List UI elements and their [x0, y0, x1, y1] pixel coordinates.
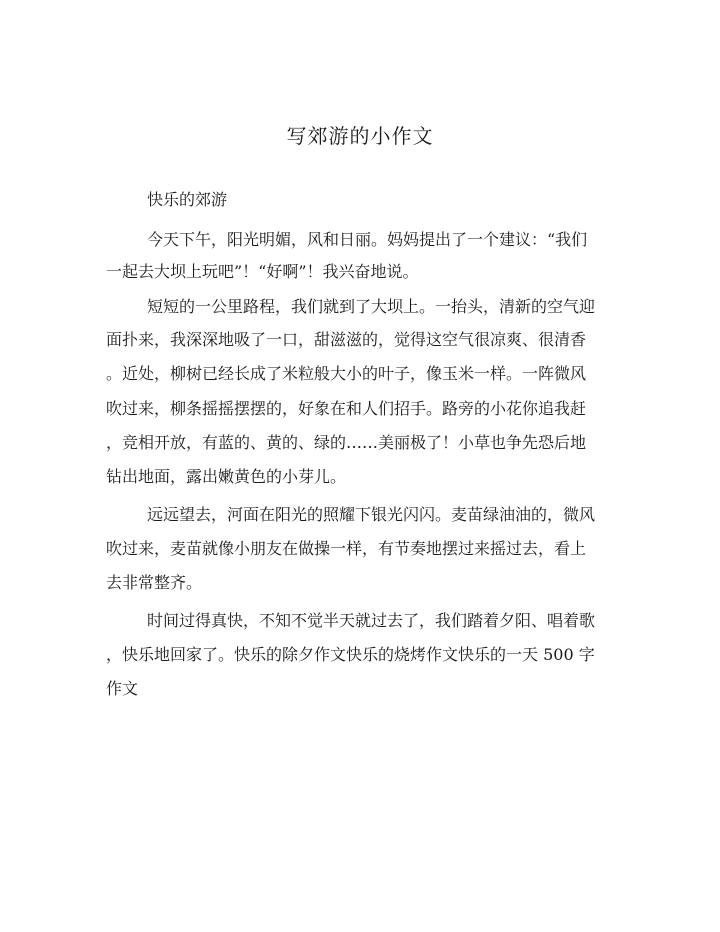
paragraph-line: 钻出地面，露出嫩黄色的小芽儿。 — [106, 467, 347, 486]
paragraph-line: ，竞相开放，有蓝的、黄的、绿的……美丽极了！小草也争先恐后地 — [106, 433, 587, 452]
paragraph-line: 去非常整齐。 — [106, 573, 203, 592]
paragraph-line: 今天下午，阳光明媚，风和日丽。妈妈提出了一个建议：“我们 — [147, 230, 588, 249]
paragraph-line: 短短的一公里路程，我们就到了大坝上。一抬头，清新的空气迎 — [147, 297, 596, 316]
paragraph-line: 远远望去，河面在阳光的照耀下银光闪闪。麦苗绿油油的，微风 — [147, 505, 596, 524]
paragraph-line: 面扑来，我深深地吸了一口，甜滋滋的，觉得这空气很凉爽、很清香 — [106, 330, 587, 349]
paragraph-line: 。近处，柳树已经长成了米粒般大小的叶子，像玉米一样。一阵微风 — [106, 364, 587, 383]
paragraph-line: 时间过得真快，不知不觉半天就过去了，我们踏着夕阳、唱着歌 — [147, 611, 596, 630]
paragraph-line: ，快乐地回家了。快乐的除夕作文快乐的烧烤作文快乐的一天 500 字 — [106, 645, 595, 664]
paragraph-line: 作文 — [106, 679, 139, 698]
paragraph-line: 吹过来，柳条摇摇摆摆的，好象在和人们招手。路旁的小花你追我赶 — [106, 399, 587, 418]
paragraph-line: 一起去大坝上玩吧”！“好啊”！我兴奋地说。 — [106, 262, 419, 281]
paragraph-line: 吹过来，麦苗就像小朋友在做操一样，有节奏地摆过来摇过去，看上 — [106, 539, 587, 558]
essay-subtitle: 快乐的郊游 — [147, 190, 228, 209]
document-title: 写郊游的小作文 — [286, 124, 434, 148]
